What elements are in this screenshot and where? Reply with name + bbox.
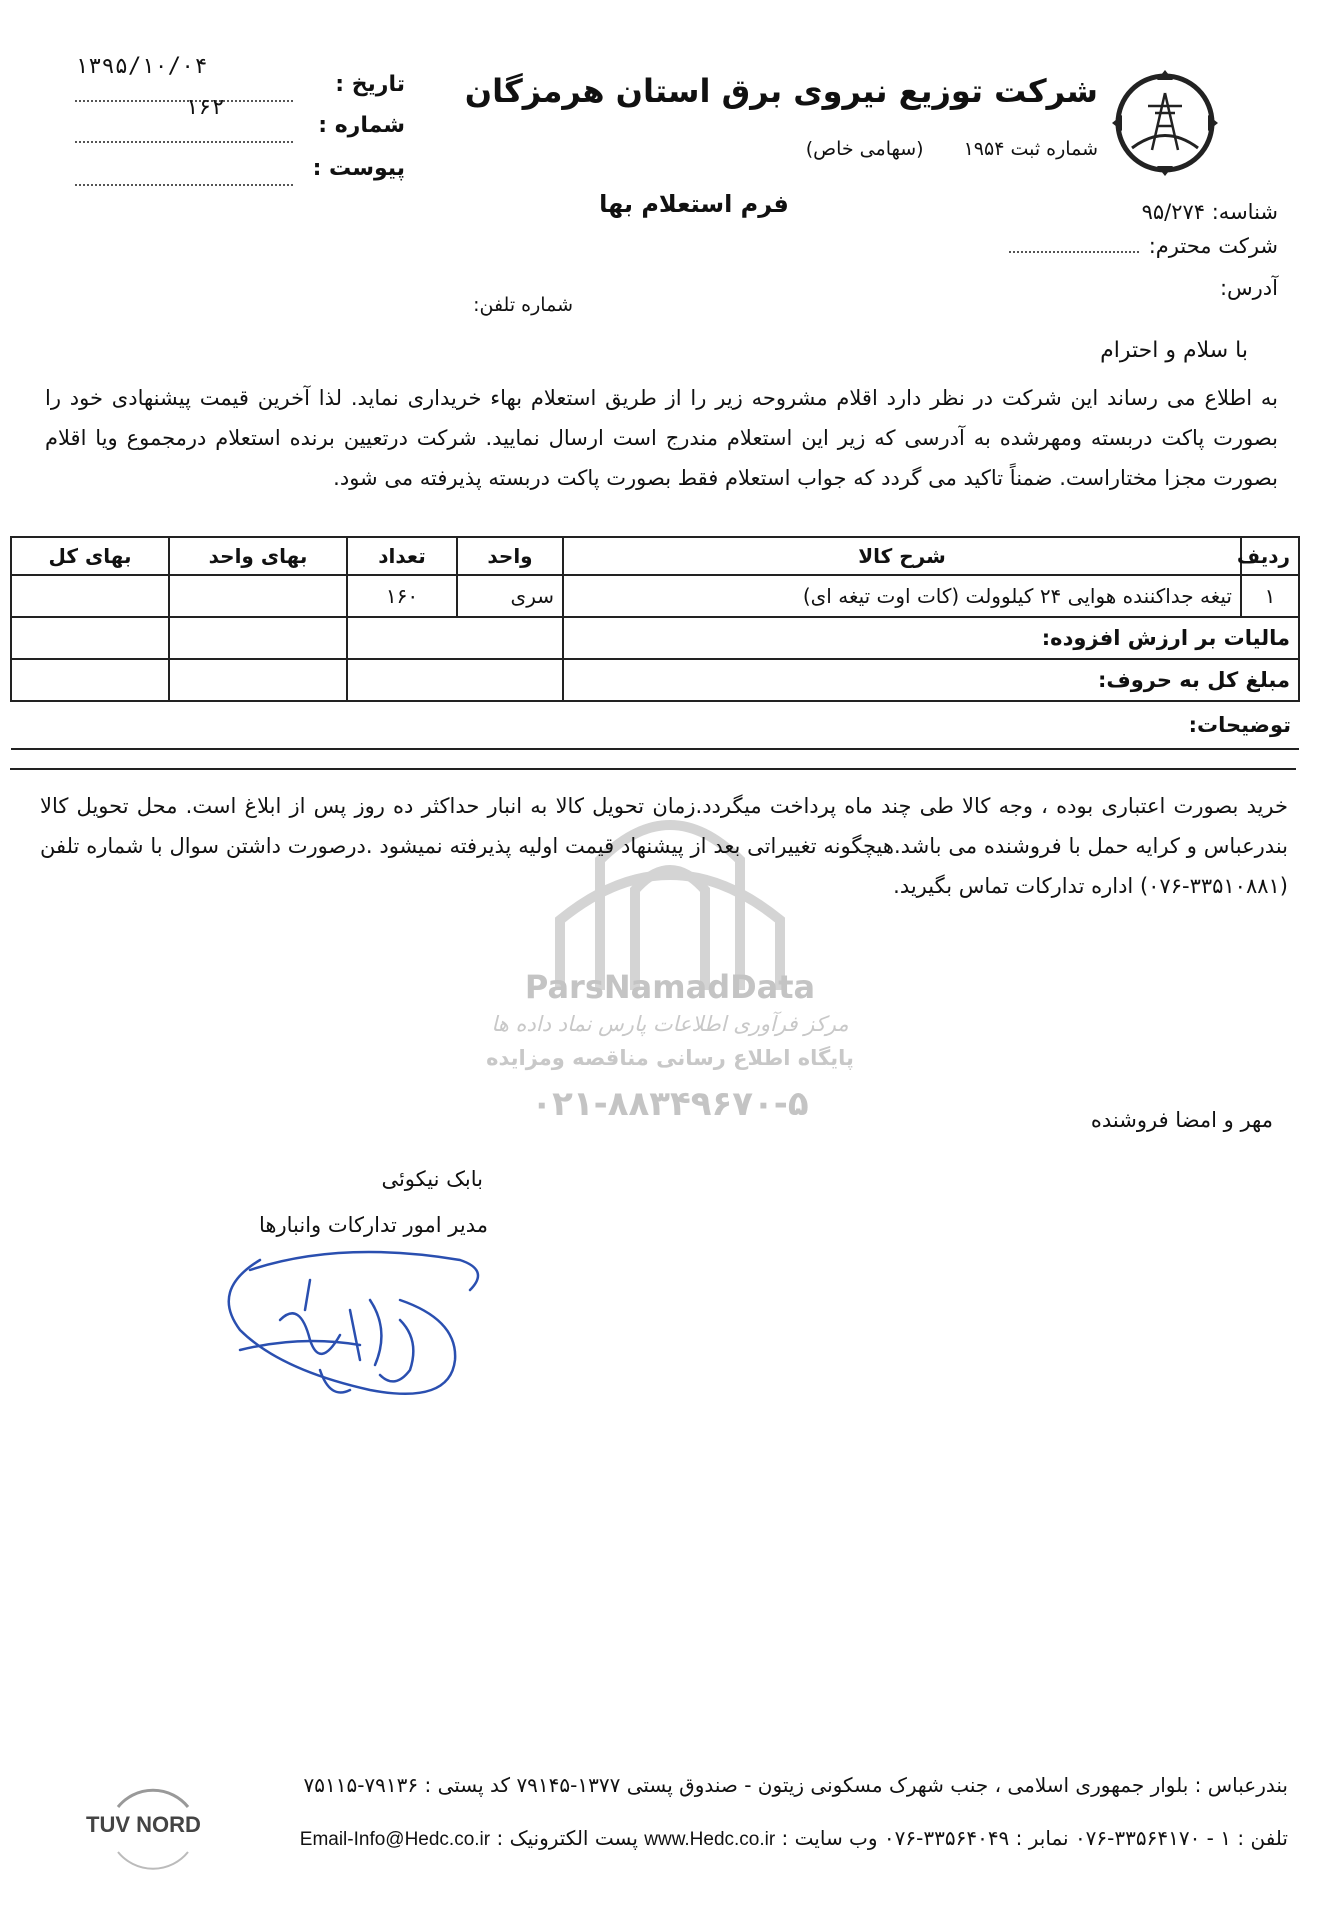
- watermark-line1: مرکز فرآوری اطلاعات پارس نماد داده ها: [491, 1012, 849, 1036]
- power-tower-icon: [1148, 93, 1182, 150]
- table-bottom-rule: [10, 768, 1296, 770]
- terms-paragraph: خرید بصورت اعتباری بوده ، وجه کالا طی چند ماه پرداخت میگردد.زمان تحویل کالا به انبار حداکثر ده روز پس از ابلاغ است. محل تحویل کالا بندرعباس و کرایه حمل با فروشنده می باشد.هیچگونه تغییراتی بعد از پیشنهاد قیمت اولیه پذیرفته نمیشود .درصورت داشتن سوال با شماره تلفن (۳۳۵۱۰۸۸۱-۰۷۶) اداره تدارکات تماس بگیرید.: [40, 794, 1288, 898]
- date-label: تاریخ :: [335, 72, 405, 97]
- ident-line: [1142, 200, 1278, 224]
- intro-paragraph: به اطلاع می رساند این شرکت در نظر دارد اقلام مشروحه زیر را از طریق استعلام بهاء خریداری نماید. لذا آخرین قیمت پیشنهادی خود را بصورت پاکت دربسته ومهرشده به آدرسی که زیر این استعلام مندرج است ارسال نمایید. شرکت درتعیین برنده استعلام درمجموع ویا اقلام بصورت مجزا مختاراست. ضمناً تاکید می گردد که جواب استعلام فقط بصورت پاکت دربسته پذیرفته می شود.: [45, 386, 1278, 490]
- seller-seal-label: مهر و امضا فروشنده: [1090, 1108, 1273, 1132]
- company-name: شرکت توزیع نیروی برق استان هرمزگان: [464, 72, 1098, 110]
- header-unit: واحد: [457, 537, 563, 575]
- tuv-nord-logo: [78, 1772, 228, 1882]
- company-logo-ring: [1118, 76, 1212, 170]
- address-label: آدرس:: [1219, 276, 1278, 300]
- total-words-unit-price: [169, 659, 347, 701]
- ident-label: شناسه:: [1211, 200, 1278, 224]
- watermark-line2: پایگاه اطلاع رسانی مناقصه ومزایده: [486, 1046, 854, 1070]
- company-logo: [1110, 68, 1220, 178]
- table-header-row: [11, 537, 1299, 575]
- company-line: [1009, 234, 1278, 258]
- phone-label: شماره تلفن:: [473, 294, 573, 316]
- table-row: [11, 575, 1299, 617]
- header-quantity: تعداد: [347, 537, 457, 575]
- watermark-phone: ۰۲۱-۸۸۳۴۹۶۷۰-۵: [531, 1084, 809, 1124]
- header-total-price: بهای کل: [11, 537, 169, 575]
- signer-name: بابک نیکوئی: [381, 1167, 483, 1191]
- cell-quantity: ۱۶۰: [347, 575, 457, 617]
- company-type: (سهامی خاص): [805, 138, 924, 160]
- signer-title: مدیر امور تدارکات وانبارها: [259, 1213, 488, 1237]
- tuv-nord-text: TUV NORD: [86, 1812, 201, 1837]
- cell-description: تیغه جداکننده هوایی ۲۴ کیلوولت (کات اوت تیغه ای): [563, 575, 1241, 617]
- attachment-dots: [75, 184, 293, 186]
- attachment-label: پیوست :: [312, 156, 405, 181]
- vat-row: [11, 617, 1299, 659]
- cell-row-number: ۱: [1241, 575, 1299, 617]
- cell-total-price: [11, 575, 169, 617]
- notes-row: [11, 701, 1299, 749]
- registration-line: [806, 138, 1098, 160]
- footer-contact: [300, 1826, 1288, 1851]
- date-row: [75, 54, 405, 102]
- company-label: شرکت محترم:: [1148, 234, 1278, 258]
- registration-number: شماره ثبت ۱۹۵۴: [963, 138, 1098, 160]
- attachment-row: [75, 156, 405, 186]
- footer-address: بندرعباس : بلوار جمهوری اسلامی ، جنب شهرک مسکونی زیتون - صندوق پستی ۱۳۷۷-۷۹۱۴۵ کد پستی : ۷۹۱۳۶-۷۵۱۱۵: [303, 1773, 1288, 1797]
- number-dots: [75, 141, 293, 143]
- cell-unit: سری: [457, 575, 563, 617]
- handwritten-signature: [220, 1240, 490, 1420]
- watermark-brand: ParsNamadData: [524, 968, 816, 1006]
- notes-label: توضیحات:: [11, 701, 1299, 749]
- footer-website[interactable]: www.Hedc.co.ir: [644, 1829, 776, 1850]
- number-label: شماره :: [318, 113, 405, 138]
- vat-label: مالیات بر ارزش افزوده:: [563, 617, 1299, 659]
- greeting: با سلام و احترام: [1100, 338, 1248, 363]
- total-words-total: [11, 659, 169, 701]
- header-description: شرح کالا: [563, 537, 1241, 575]
- vat-total: [11, 617, 169, 659]
- number-value: ۱۶۲: [185, 95, 225, 120]
- total-words-row: [11, 659, 1299, 701]
- header-unit-price: بهای واحد: [169, 537, 347, 575]
- footer-phone: تلفن : ۱ - ۳۳۵۶۴۱۷۰-۰۷۶ نمابر : ۳۳۵۶۴۰۴۹-۰۷۶ وب سایت :: [781, 1826, 1288, 1850]
- company-dots: [1009, 251, 1139, 253]
- footer-email-label: پست الکترونیک :: [496, 1826, 638, 1850]
- date-dots: [75, 100, 293, 102]
- form-title: فرم استعلام بها: [599, 190, 789, 218]
- items-table: [10, 536, 1296, 750]
- cell-unit-price: [169, 575, 347, 617]
- vat-empty: [347, 617, 563, 659]
- date-value: ۱۳۹۵/۱۰/۰۴: [75, 54, 208, 79]
- header-row-number: ردیف: [1241, 537, 1299, 575]
- total-words-label: مبلغ کل به حروف:: [563, 659, 1299, 701]
- number-row: [75, 95, 405, 143]
- ident-value: ۹۵/۲۷۴: [1141, 200, 1206, 224]
- vat-unit-price: [169, 617, 347, 659]
- total-words-empty: [347, 659, 563, 701]
- footer-email[interactable]: Email-Info@Hedc.co.ir: [299, 1829, 491, 1850]
